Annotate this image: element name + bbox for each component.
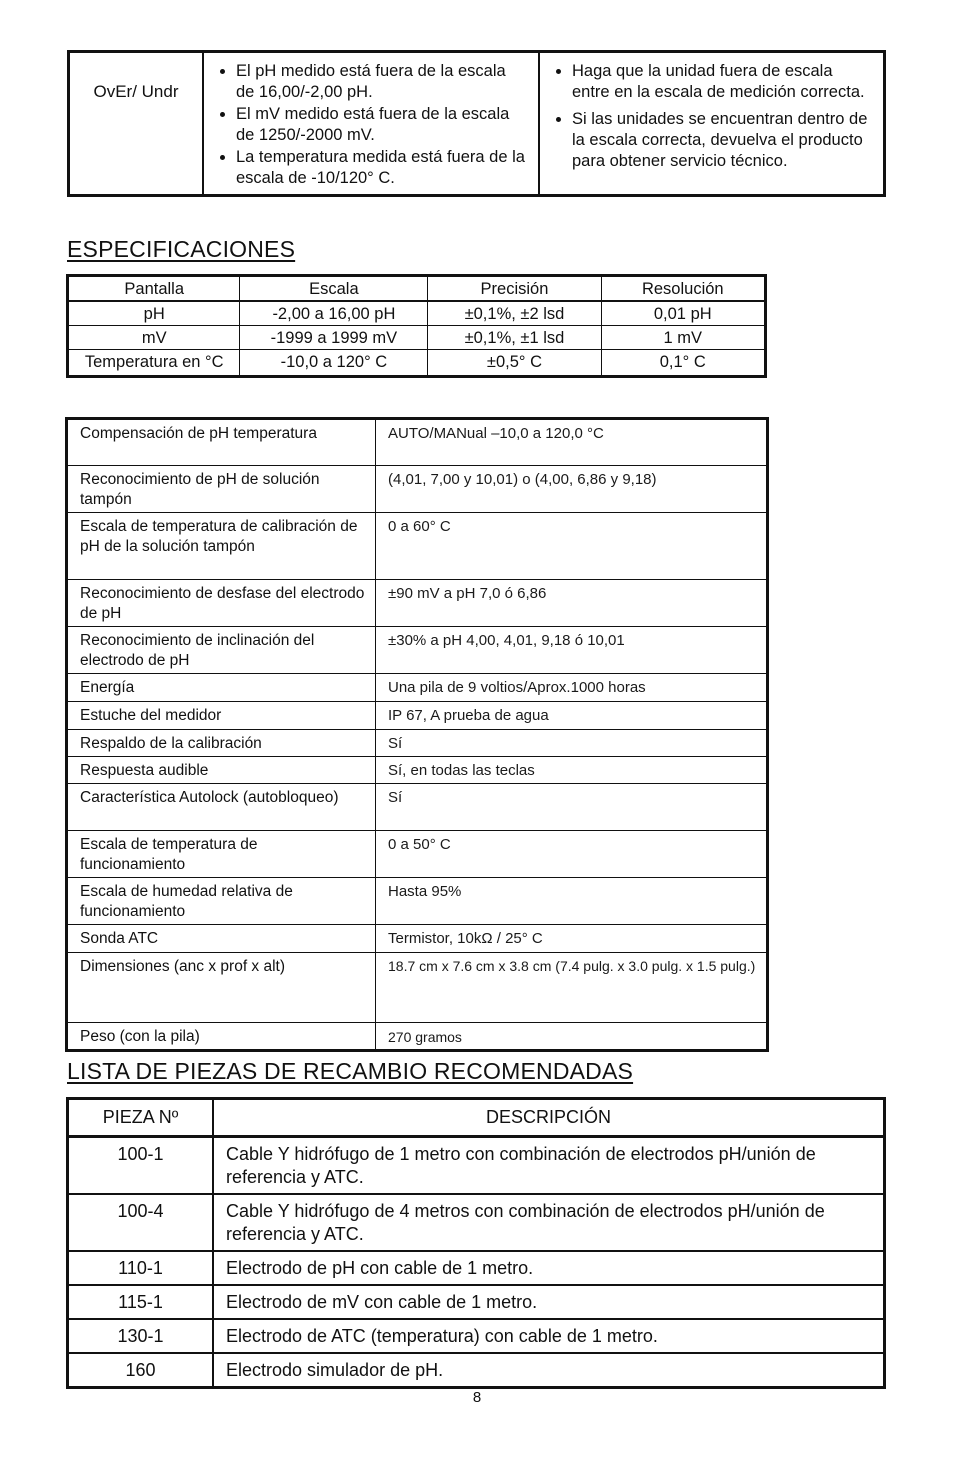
table-row	[67, 953, 768, 1023]
spec-label: Escala de temperatura de funcionamiento	[67, 831, 376, 878]
error-code: OvEr/ Undr	[69, 52, 204, 196]
page-number: 8	[472, 1389, 482, 1406]
table-cell: 1 mV	[601, 326, 765, 350]
table-header-row	[68, 276, 766, 302]
part-number: 110-1	[68, 1251, 214, 1285]
list-item: • El mV medido está fuera de la escala de 1250/-2000 mV.	[236, 104, 528, 146]
spec-label: Reconocimiento de pH de solución tampón	[67, 466, 376, 513]
spec-value: Sí	[376, 784, 768, 831]
part-description: Electrodo de pH con cable de 1 metro.	[213, 1251, 885, 1285]
table-cell: 0,1° C	[601, 350, 765, 377]
table-row	[67, 466, 768, 513]
table-row	[67, 513, 768, 580]
table-row	[69, 52, 885, 196]
table-row	[67, 419, 768, 466]
part-number: 115-1	[68, 1285, 214, 1319]
table-cell: -1999 a 1999 mV	[240, 326, 428, 350]
column-header: Pantalla	[68, 276, 240, 302]
spec-value: (4,01, 7,00 y 10,01) o (4,00, 6,86 y 9,18)	[376, 466, 768, 513]
table-row	[68, 326, 766, 350]
table-cell: ±0,1%, ±2 lsd	[428, 301, 601, 326]
spec-value: 0 a 50° C	[376, 831, 768, 878]
details-table	[65, 417, 769, 1052]
table-row	[67, 580, 768, 627]
spec-value: Sí, en todas las teclas	[376, 757, 768, 784]
specs-heading: ESPECIFICACIONES	[67, 236, 296, 262]
spec-label: Respaldo de la calibración	[67, 730, 376, 757]
spec-value: IP 67, A prueba de agua	[376, 702, 768, 730]
table-row	[67, 674, 768, 702]
table-row	[68, 1194, 885, 1251]
list-item: • Haga que la unidad fuera de escala entre en la escala de medición correcta.	[572, 61, 873, 103]
spec-label: Energía	[67, 674, 376, 702]
table-cell: pH	[68, 301, 240, 326]
spec-label: Estuche del medidor	[67, 702, 376, 730]
table-row	[67, 1023, 768, 1051]
table-row	[68, 1319, 885, 1353]
table-row	[68, 301, 766, 326]
spec-table	[66, 274, 767, 378]
table-cell: Temperatura en °C	[68, 350, 240, 377]
spec-label: Escala de temperatura de calibración de pH de la solución tampón	[67, 513, 376, 580]
table-row	[68, 1251, 885, 1285]
parts-table	[66, 1097, 886, 1389]
spec-value: AUTO/MANual –10,0 a 120,0 °C	[376, 419, 768, 466]
spec-value: Una pila de 9 voltios/Aprox.1000 horas	[376, 674, 768, 702]
part-number: 100-4	[68, 1194, 214, 1251]
spec-label: Compensación de pH temperatura	[67, 419, 376, 466]
spec-value: 0 a 60° C	[376, 513, 768, 580]
list-item: • El pH medido está fuera de la escala de 16,00/-2,00 pH.	[236, 61, 528, 103]
table-row	[67, 784, 768, 831]
table-cell: mV	[68, 326, 240, 350]
spec-label: Reconocimiento de inclinación del electrodo de pH	[67, 627, 376, 674]
column-header: DESCRIPCIÓN	[213, 1099, 885, 1137]
spec-label: Dimensiones (anc x prof x alt)	[67, 953, 376, 1023]
part-number: 130-1	[68, 1319, 214, 1353]
column-header: Precisión	[428, 276, 601, 302]
table-row	[67, 757, 768, 784]
spec-label: Característica Autolock (autobloqueo)	[67, 784, 376, 831]
part-number: 160	[68, 1353, 214, 1388]
table-row	[67, 730, 768, 757]
error-actions	[539, 52, 885, 196]
part-description: Cable Y hidrófugo de 4 metros con combinación de electrodos pH/unión de referencia y ATC.	[213, 1194, 885, 1251]
table-cell: -10,0 a 120° C	[240, 350, 428, 377]
table-header-row	[68, 1099, 885, 1137]
spec-value: Sí	[376, 730, 768, 757]
spec-value: Termistor, 10kΩ / 25° C	[376, 925, 768, 953]
table-cell: -2,00 a 16,00 pH	[240, 301, 428, 326]
table-row	[67, 702, 768, 730]
list-item: • La temperatura medida está fuera de la escala de -10/120° C.	[236, 147, 528, 189]
part-description: Electrodo de ATC (temperatura) con cable de 1 metro.	[213, 1319, 885, 1353]
table-cell: 0,01 pH	[601, 301, 765, 326]
table-cell: ±0,5° C	[428, 350, 601, 377]
spec-label: Sonda ATC	[67, 925, 376, 953]
spec-value: 18.7 cm x 7.6 cm x 3.8 cm (7.4 pulg. x 3.0 pulg. x 1.5 pulg.)	[376, 953, 768, 1023]
table-cell: ±0,1%, ±1 lsd	[428, 326, 601, 350]
table-row	[68, 1353, 885, 1388]
parts-heading: LISTA DE PIEZAS DE RECAMBIO RECOMENDADAS	[67, 1058, 634, 1084]
table-row	[67, 878, 768, 925]
table-row	[68, 350, 766, 377]
spec-value: 270 gramos	[376, 1023, 768, 1051]
table-row	[67, 831, 768, 878]
table-row	[68, 1137, 885, 1195]
list-item: • Si las unidades se encuentran dentro de la escala correcta, devuelva el producto para obtener servicio técnico.	[572, 109, 873, 172]
spec-value: ±30% a pH 4,00, 4,01, 9,18 ó 10,01	[376, 627, 768, 674]
part-description: Electrodo simulador de pH.	[213, 1353, 885, 1388]
error-table	[67, 50, 886, 197]
spec-label: Escala de humedad relativa de funcionamiento	[67, 878, 376, 925]
spec-value: Hasta 95%	[376, 878, 768, 925]
spec-label: Respuesta audible	[67, 757, 376, 784]
spec-label: Peso (con la pila)	[67, 1023, 376, 1051]
table-row	[67, 925, 768, 953]
column-header: Escala	[240, 276, 428, 302]
error-causes	[203, 52, 539, 196]
column-header: PIEZA Nº	[68, 1099, 214, 1137]
table-row	[68, 1285, 885, 1319]
spec-label: Reconocimiento de desfase del electrodo de pH	[67, 580, 376, 627]
part-description: Cable Y hidrófugo de 1 metro con combinación de electrodos pH/unión de referencia y ATC.	[213, 1137, 885, 1195]
part-number: 100-1	[68, 1137, 214, 1195]
table-row	[67, 627, 768, 674]
part-description: Electrodo de mV con cable de 1 metro.	[213, 1285, 885, 1319]
column-header: Resolución	[601, 276, 765, 302]
spec-value: ±90 mV a pH 7,0 ó 6,86	[376, 580, 768, 627]
